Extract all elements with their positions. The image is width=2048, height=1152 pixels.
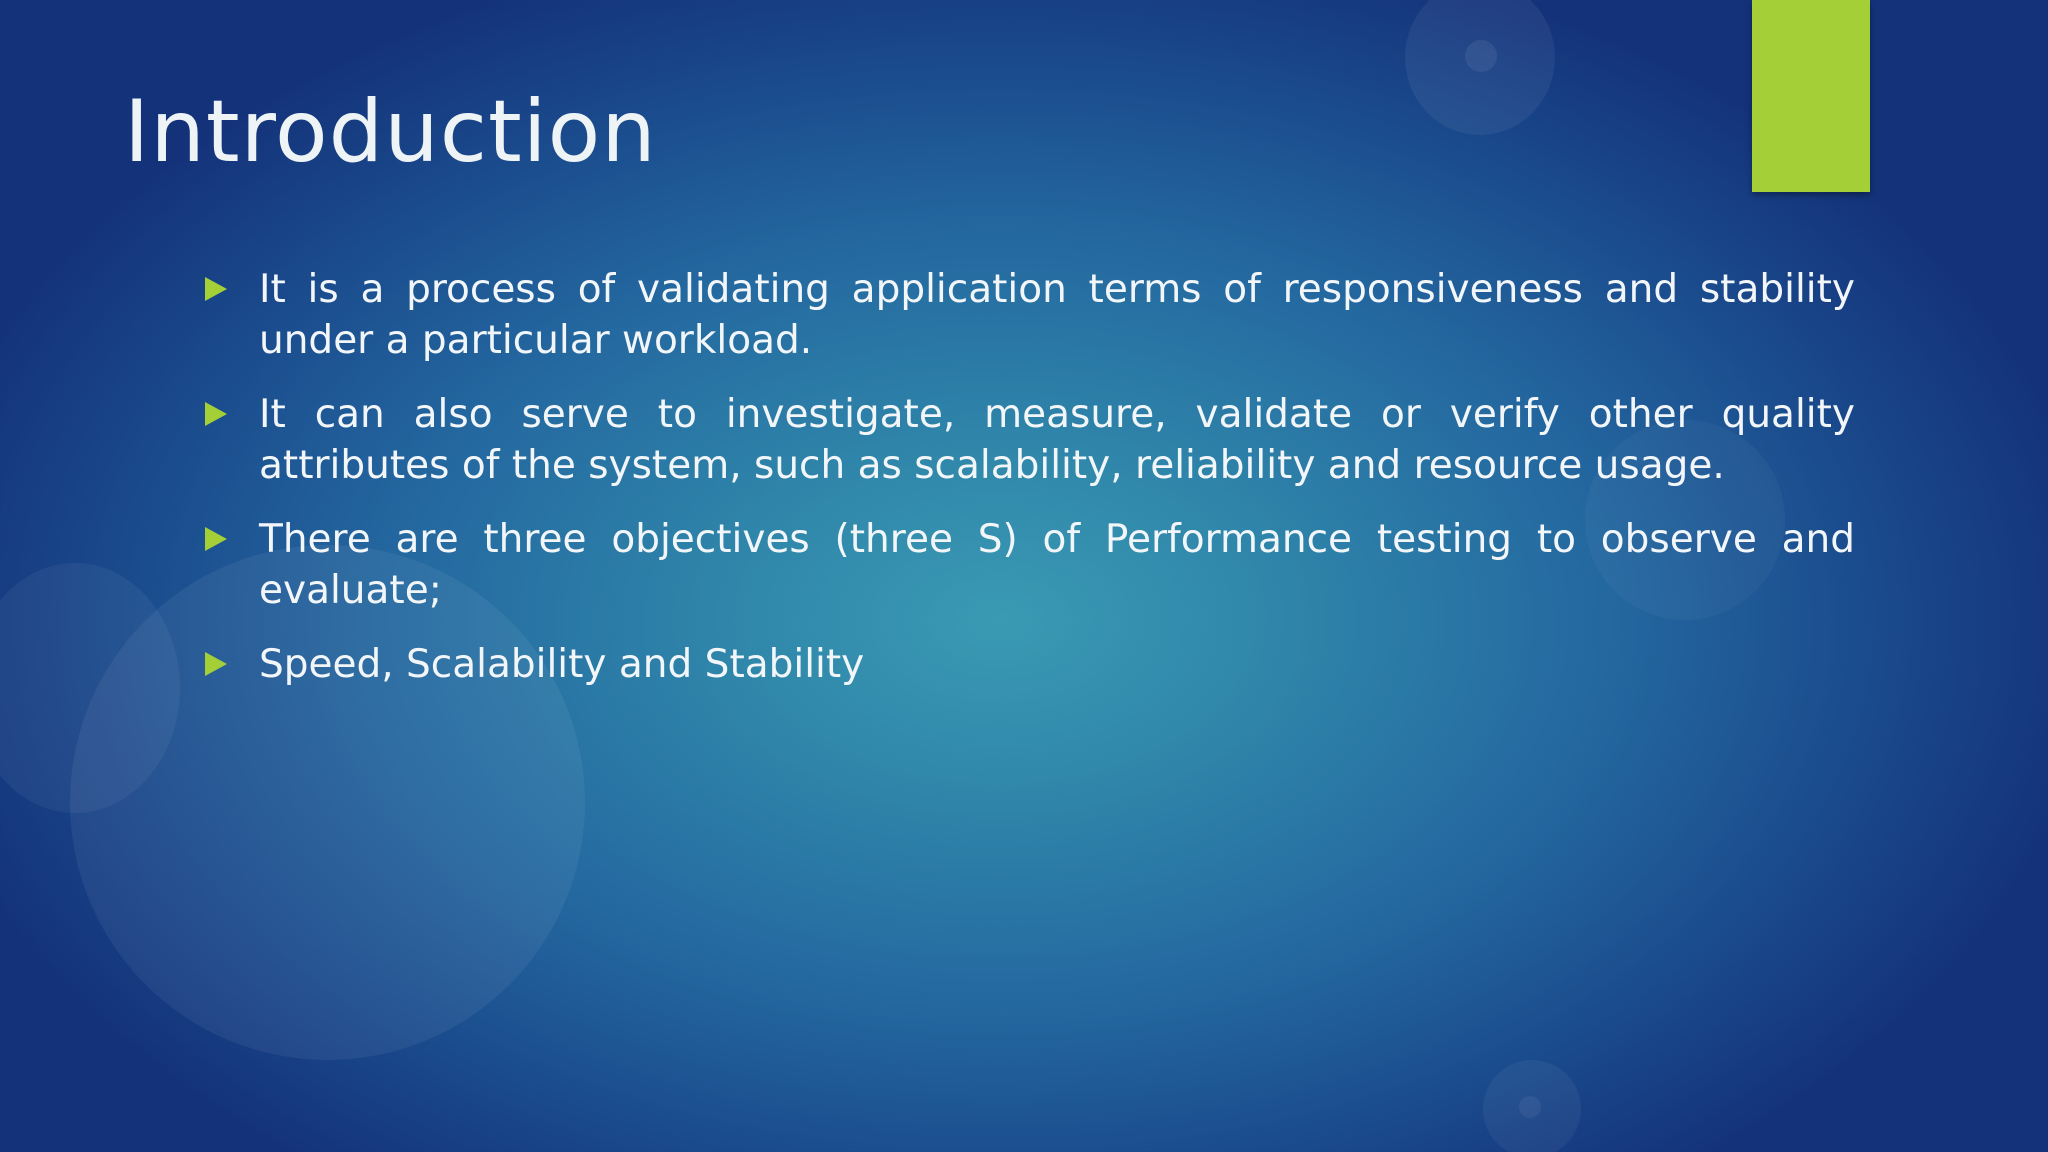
bullet-text: There are three objectives (three S) of Performance testing to observe and evaluate; [259,517,1855,613]
bullet-list [200,264,1855,713]
bullet-text: Speed, Scalability and Stability [259,642,865,687]
background-bokeh-circle [0,563,180,813]
bullet-item [200,264,1855,366]
bullet-text: It is a process of validating application terms of responsiveness and stability under a particular workload. [259,267,1855,363]
slide-title: Introduction [124,82,657,182]
triangle-right-icon [205,277,227,301]
triangle-right-icon [205,402,227,426]
background-bokeh-circle [1519,1096,1541,1118]
bullet-item [200,639,1855,690]
triangle-right-icon [205,527,227,551]
bullet-text: It can also serve to investigate, measure, validate or verify other quality attributes of the system, such as scalability, reliability and resource usage. [259,392,1855,488]
bullet-item [200,514,1855,616]
triangle-right-icon [205,652,227,676]
bullet-item [200,389,1855,491]
accent-bar [1752,0,1870,192]
background-bokeh-circle [1405,0,1555,135]
background-bokeh-circle [1465,40,1497,72]
background-bokeh-circle [1483,1060,1581,1152]
